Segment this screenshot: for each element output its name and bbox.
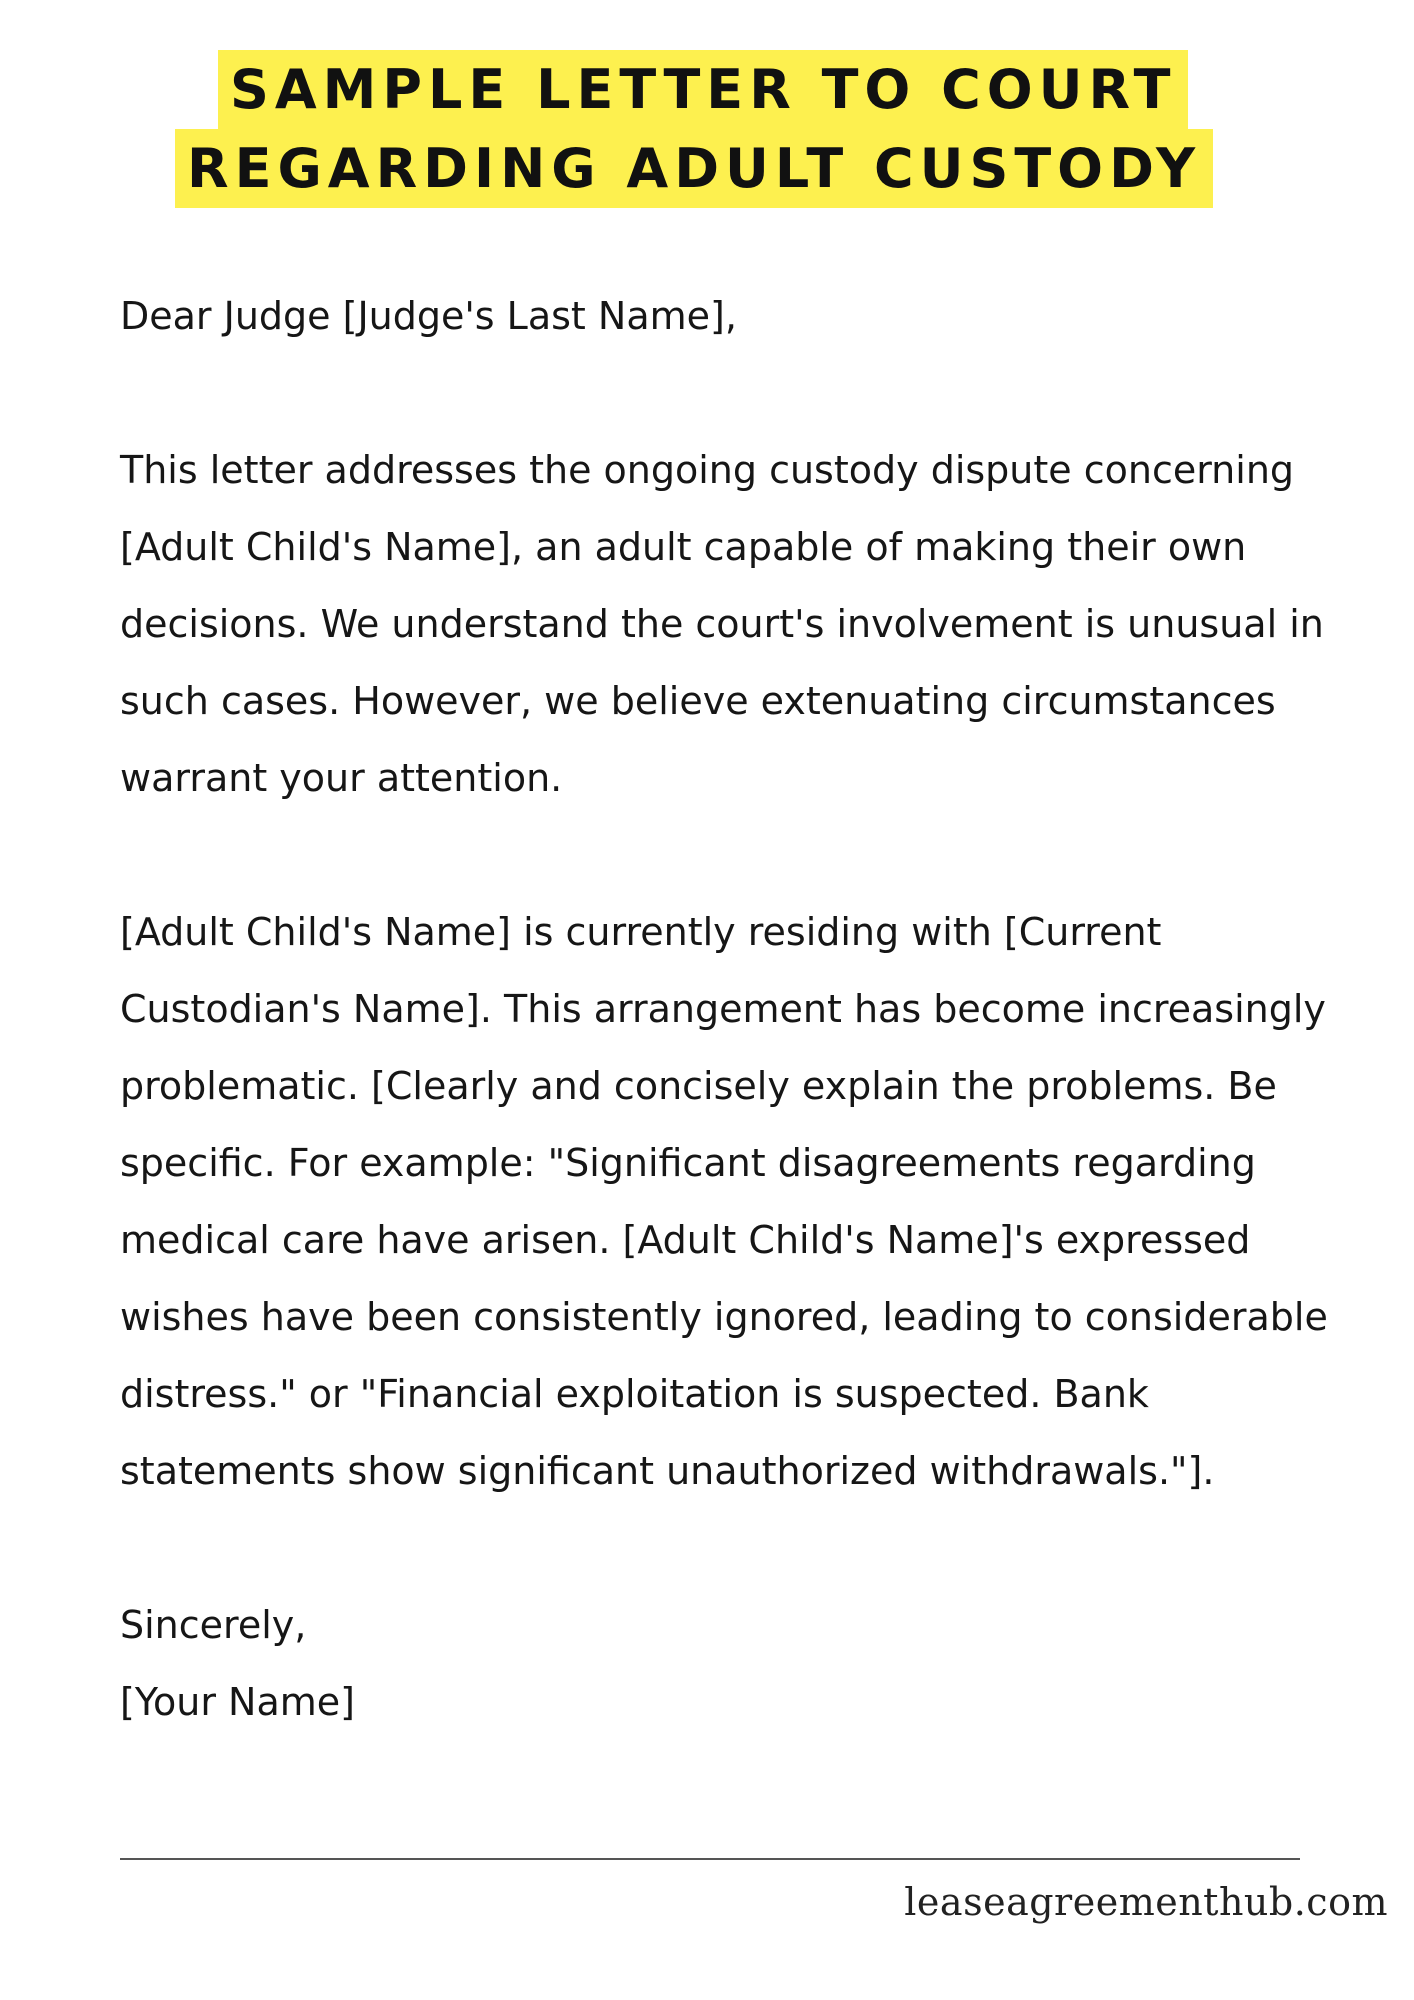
- spacer: [120, 1510, 1350, 1587]
- letter-body: [120, 278, 1350, 1741]
- closing: Sincerely,: [120, 1603, 307, 1647]
- signature-line: [120, 1858, 1300, 1860]
- paragraph-2: [Adult Child's Name] is currently residing with [Current Custodian's Name]. This arrangement has become increasingly problematic. [Clearly and concisely explain the problems. Be specific. For example: "Significant disagreements regarding medical care have arisen. [Adult Child's Name]'s expressed wishes have been consistently ignored, leading to considerable distress." or "Financial exploitation is suspected. Bank statements show significant unauthorized withdrawals."].: [120, 910, 1328, 1493]
- spacer: [120, 817, 1350, 894]
- title-line-1: SAMPLE LETTER TO COURT: [218, 50, 1188, 129]
- paragraph-1: This letter addresses the ongoing custody dispute concerning [Adult Child's Name], an adult capable of making their own decisions. We understand the court's involvement is unusual in such cases. However, we believe extenuating circumstances warrant your attention.: [120, 448, 1324, 800]
- spacer: [120, 355, 1350, 432]
- salutation: Dear Judge [Judge's Last Name],: [120, 294, 737, 338]
- title-line-2: REGARDING ADULT CUSTODY: [175, 129, 1213, 208]
- signature-name: [Your Name]: [120, 1680, 355, 1724]
- website-watermark: leaseagreementhub.com: [904, 1880, 1388, 1924]
